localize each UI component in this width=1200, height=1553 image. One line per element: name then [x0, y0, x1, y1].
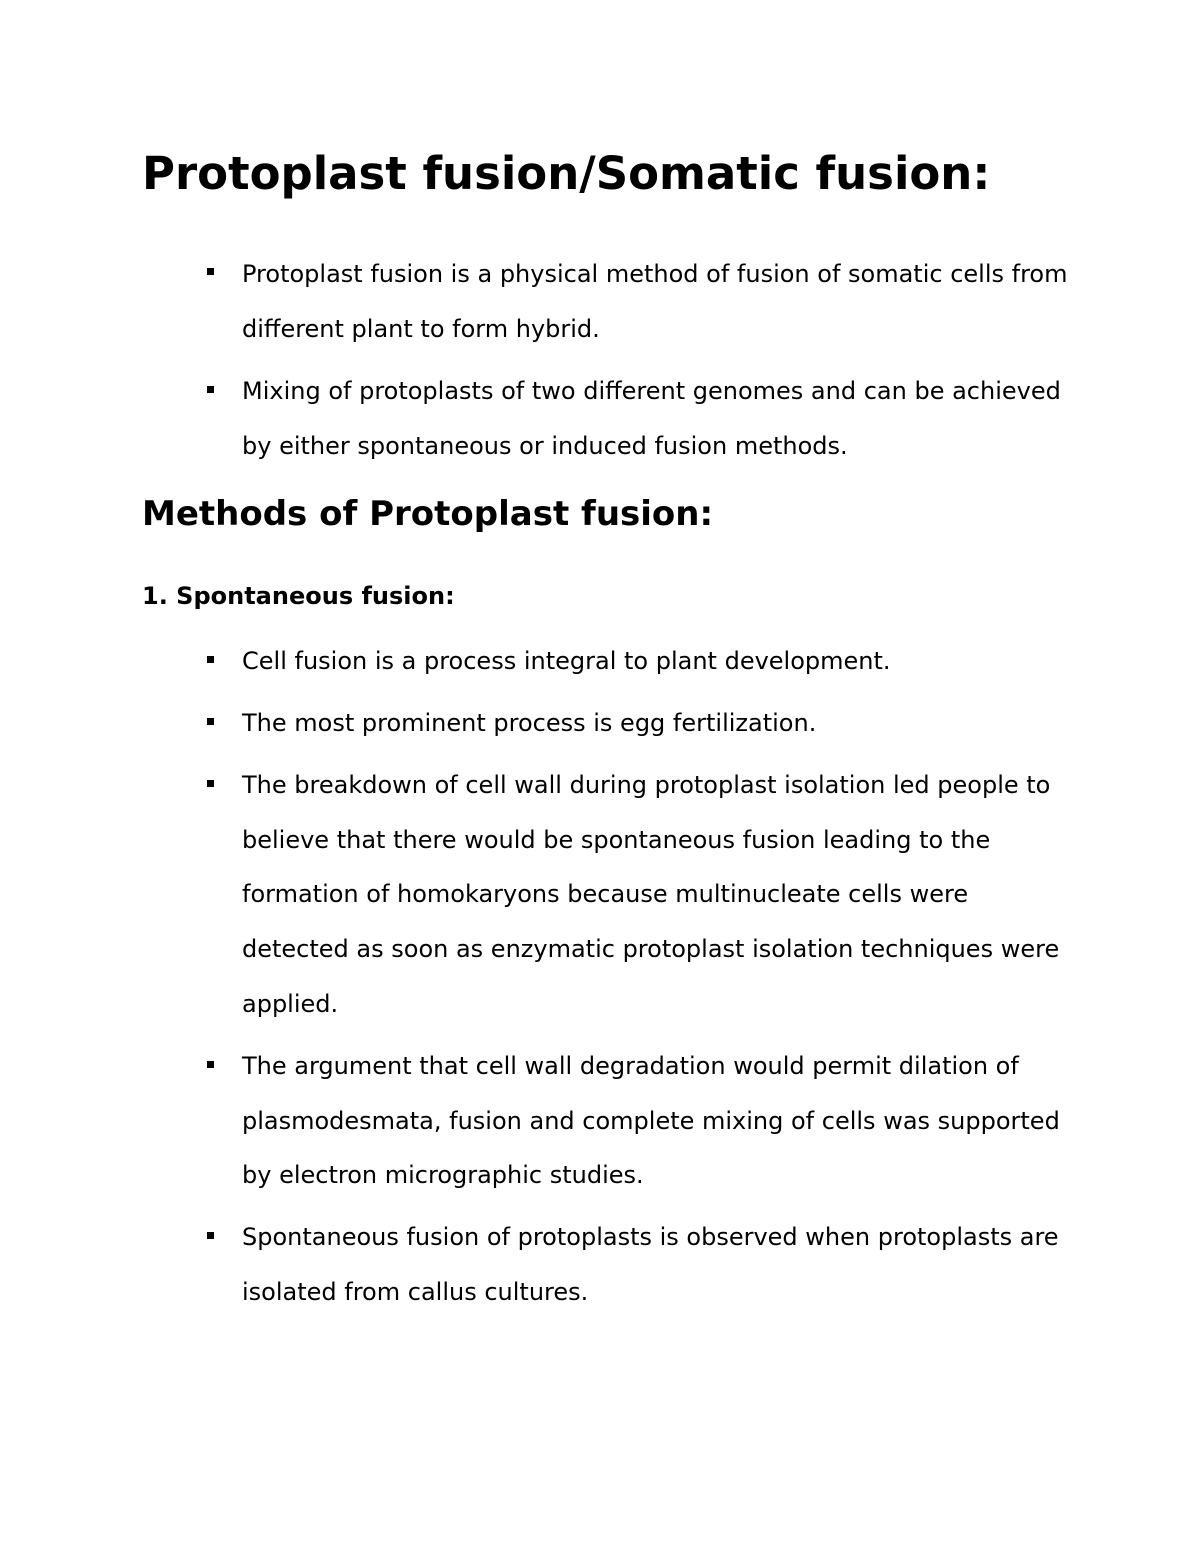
section-heading: Methods of Protoplast fusion:: [142, 494, 714, 534]
list-item-text: believe that there would be spontaneous fusion leading to the: [242, 826, 991, 854]
list-item-text: Cell fusion is a process integral to plant development.: [242, 647, 891, 675]
list-item-text: Spontaneous fusion of protoplasts is observed when protoplasts are: [242, 1223, 1059, 1251]
list-item-text: by electron micrographic studies.: [242, 1161, 644, 1189]
square-bullet-icon: [207, 1232, 214, 1239]
square-bullet-icon: [207, 268, 214, 275]
list-item-text: The most prominent process is egg fertilization.: [242, 709, 817, 737]
list-item-text: The argument that cell wall degradation would permit dilation of: [242, 1052, 1019, 1080]
list-item-text: detected as soon as enzymatic protoplast isolation techniques were: [242, 935, 1060, 963]
list-item-text: Protoplast fusion is a physical method of fusion of somatic cells from: [242, 260, 1068, 288]
square-bullet-icon: [207, 780, 214, 787]
square-bullet-icon: [207, 656, 214, 663]
list-item-text: by either spontaneous or induced fusion methods.: [242, 432, 848, 460]
list-item-text: The breakdown of cell wall during protoplast isolation led people to: [242, 771, 1051, 799]
list-item-text: plasmodesmata, fusion and complete mixing of cells was supported: [242, 1107, 1060, 1135]
square-bullet-icon: [207, 386, 214, 393]
page-title: Protoplast fusion/Somatic fusion:: [142, 147, 991, 200]
list-item-text: formation of homokaryons because multinucleate cells were: [242, 880, 969, 908]
list-item-text: Mixing of protoplasts of two different genomes and can be achieved: [242, 377, 1061, 405]
square-bullet-icon: [207, 1061, 214, 1068]
list-item-text: isolated from callus cultures.: [242, 1278, 589, 1306]
square-bullet-icon: [207, 718, 214, 725]
list-item-text: applied.: [242, 990, 339, 1018]
subsection-heading: 1. Spontaneous fusion:: [142, 582, 455, 610]
list-item-text: different plant to form hybrid.: [242, 315, 600, 343]
